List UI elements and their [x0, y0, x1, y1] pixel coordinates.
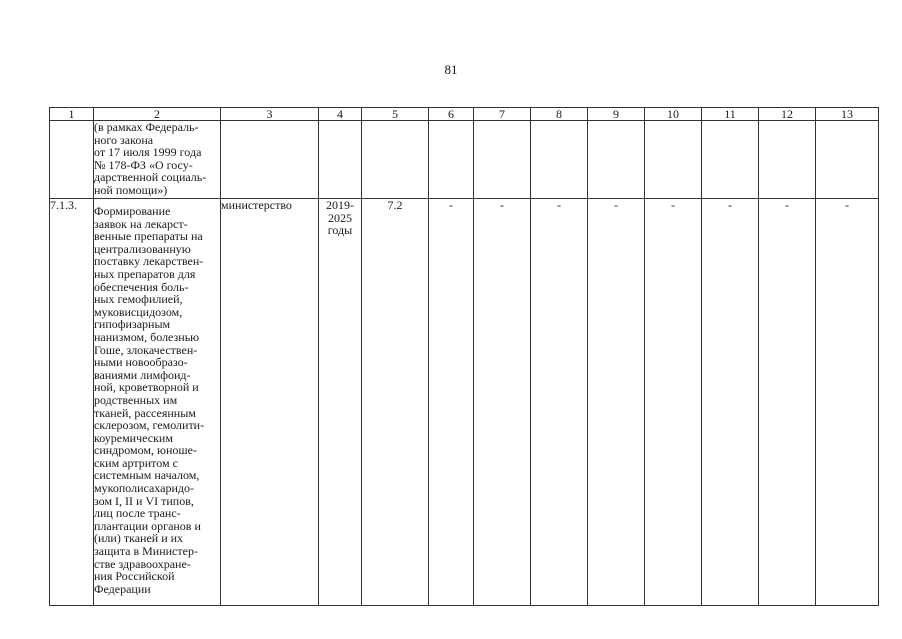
- column-header: 3: [221, 108, 319, 121]
- column-header: 9: [588, 108, 645, 121]
- continuation-text: (в рамках Федераль- ного закона от 17 июля 1999 года № 178-ФЗ «О госу- дарственной социаль- ной помощи»): [94, 121, 221, 199]
- table-header-row: [50, 108, 879, 121]
- row-indicator: 7.2: [362, 199, 429, 606]
- row-value: -: [588, 199, 645, 606]
- row-executor: министерство: [221, 199, 319, 606]
- row-period: 2019- 2025 годы: [319, 199, 362, 606]
- column-header: 11: [702, 108, 759, 121]
- column-header: 12: [759, 108, 816, 121]
- table-row-continuation: [50, 121, 879, 199]
- row-value: -: [645, 199, 702, 606]
- row-value: -: [429, 199, 474, 606]
- column-header: 2: [94, 108, 221, 121]
- column-header: 1: [50, 108, 94, 121]
- measures-table: [49, 107, 879, 606]
- row-value: -: [474, 199, 531, 606]
- row-description: Формирование заявок на лекарст- венные препараты на централизованную поставку лекарствен- ных препаратов для обеспечения боль- ных гемофилией, муковисцидозом, гипофизарным нанизмом, болезнью Гоше, злокачествен- ными новообразо- ваниями лимфоид- ной, кроветворной и родственных им тканей, рассеянным склерозом, гемолити- коуремическим синдромом, юноше- ским артритом с системным началом, мукополисахаридо- зом I, II и VI типов, лиц после транс- плантации органов и (или) тканей и их защита в Министер- стве здравоохране- ния Российской Федерации: [94, 199, 221, 606]
- page-number: 81: [444, 62, 458, 77]
- column-header: 6: [429, 108, 474, 121]
- column-header: 8: [531, 108, 588, 121]
- row-value: -: [759, 199, 816, 606]
- row-value: -: [531, 199, 588, 606]
- row-number: 7.1.3.: [50, 199, 94, 606]
- table-row: [50, 199, 879, 606]
- column-header: 5: [362, 108, 429, 121]
- column-header: 7: [474, 108, 531, 121]
- column-header: 13: [816, 108, 879, 121]
- column-header: 10: [645, 108, 702, 121]
- row-value: -: [816, 199, 879, 606]
- column-header: 4: [319, 108, 362, 121]
- row-value: -: [702, 199, 759, 606]
